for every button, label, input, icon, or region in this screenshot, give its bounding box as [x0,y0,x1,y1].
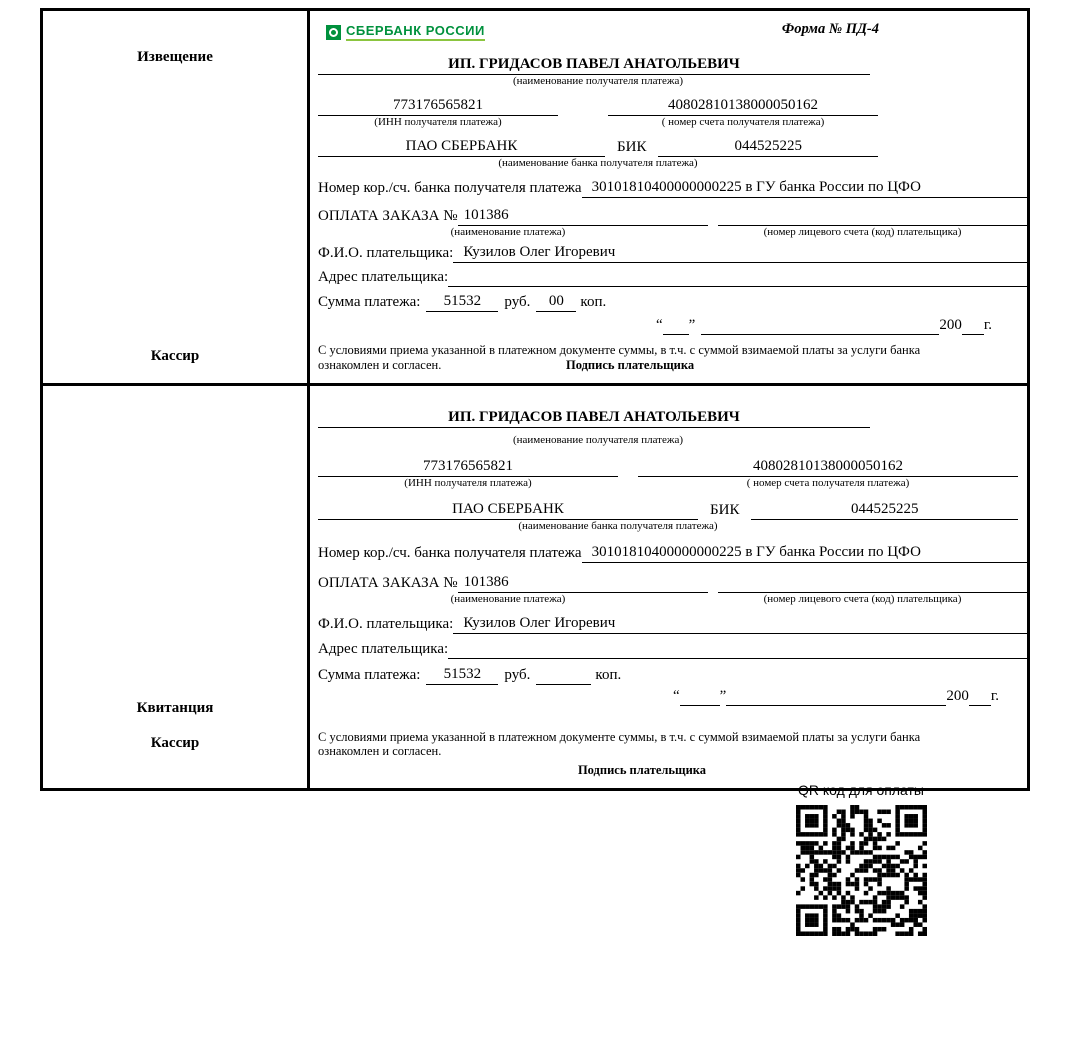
payer-address-line [448,268,1027,287]
form-title: Форма № ПД-4 [781,21,879,37]
bank-caption: (наименование банка получателя платежа) [498,157,698,169]
account-caption: ( номер счета получателя платежа) [746,476,910,489]
purpose-caption: (наименование платежа) [450,226,566,238]
payer-address-row [318,268,1027,287]
payee-name: ИП. ГРИДАСОВ ПАВЕЛ АНАТОЛЬЕВИЧ [318,408,870,428]
payer-address-line [448,640,1027,659]
sberbank-logo-icon [326,25,341,40]
sum-kopecks-value: 00 [536,292,576,312]
purpose-captions-row [318,226,1027,239]
payment-sum-row [318,292,1027,312]
personal-account-caption: (номер лицевого счета (код) плательщика) [763,226,962,238]
sum-label: Сумма платежа: [318,666,421,683]
notice-section [43,11,1027,383]
quote-open: “ [656,317,663,333]
signature-label: Подпись плательщика [577,763,707,777]
payer-fio-row [318,614,1027,634]
payment-purpose-row [318,573,1027,593]
notice-stub-column [43,11,310,383]
payment-purpose-label: ОПЛАТА ЗАКАЗА № [318,208,458,224]
order-number-value: 101386 [458,573,708,593]
sberbank-logo-underline [346,39,485,41]
date-row [673,687,1027,706]
sberbank-logo-textwrap [346,23,485,41]
payee-caption: (наименование получателя платежа) [512,433,684,446]
bank-row [318,500,1018,520]
payment-purpose-row [318,206,1027,226]
sum-rubles-value: 51532 [426,292,498,312]
inn-value: 773176565821 [318,457,618,477]
pd4-form [40,8,1030,791]
account-caption: ( номер счета получателя платежа) [661,116,825,128]
inn-account-captions [318,116,878,129]
corr-account-label: Номер кор./сч. банка получателя платежа [318,544,582,561]
order-number-value: 101386 [458,206,708,226]
sum-kopecks-value [536,666,591,685]
receipt-stub-column [43,386,310,789]
sberbank-logo-text: СБЕРБАНК РОССИИ [346,23,485,38]
sum-rubles-value: 51532 [426,665,498,685]
sum-label: Сумма платежа: [318,294,421,310]
payer-fio-value: Кузилов Олег Игоревич [453,614,1027,634]
bik-label: БИК [710,501,740,518]
agreement-block [318,730,966,779]
account-value: 40802810138000050162 [608,96,878,116]
year-suffix: г. [990,687,1000,704]
receipt-content [310,386,1027,789]
agreement-block [318,343,966,373]
year-suffix: г. [983,317,993,333]
payer-fio-label: Ф.И.О. плательщика: [318,245,454,261]
personal-account-caption: (номер лицевого счета (код) плательщика) [763,592,962,605]
signature-label: Подпись плательщика [566,357,695,372]
payment-sum-row [318,665,1027,685]
payee-name: ИП. ГРИДАСОВ ПАВЕЛ АНАТОЛЬЕВИЧ [318,55,870,75]
bik-label: БИК [617,139,647,155]
inn-account-row [318,96,878,116]
year-line [969,687,991,706]
inn-account-row [318,457,1018,477]
inn-caption: (ИНН получателя платежа) [404,476,532,489]
purpose-captions-row [318,593,1027,606]
quote-close: ” [719,687,727,704]
personal-account-line [718,574,1027,593]
bank-row [318,137,878,157]
payer-fio-row [318,243,1027,263]
date-month-line [701,316,939,335]
corr-account-value: 30101810400000000225 в ГУ банка России по ЦФО [582,178,1027,198]
corr-account-row [318,178,1027,198]
year-prefix: 200 [946,687,969,704]
agreement-text: С условиями приема указанной в платежном документе суммы, в т.ч. с суммой взимаемой платы за услуги банка ознакомлен и согласен. [318,729,921,759]
cashier-label: Кассир [150,347,200,364]
payer-address-row [318,640,1027,659]
inn-account-captions [318,477,1018,490]
payer-address-label: Адрес плательщика: [318,640,449,657]
receipt-label: Квитанция [136,700,214,716]
corr-account-label: Номер кор./сч. банка получателя платежа [318,180,582,196]
corr-account-row [318,543,1027,563]
date-day-line [663,316,689,335]
notice-label: Извещение [137,49,213,65]
qr-label: QR код для оплаты [797,782,924,798]
header-row [318,21,1027,51]
sberbank-logo [326,23,485,41]
qr-code [796,805,927,936]
rub-label: руб. [504,294,531,310]
agreement-text: С условиями приема указанной в платежном документе суммы, в т.ч. с суммой взимаемой платы за услуги банка ознакомлен и согласен. [318,343,921,372]
year-line [962,316,984,335]
bank-name-value: ПАО СБЕРБАНК [318,500,698,520]
payer-address-label: Адрес плательщика: [318,269,449,285]
payer-fio-value: Кузилов Олег Игоревич [453,243,1027,263]
date-month-line [726,687,946,706]
qr-block [786,782,936,936]
bank-name-value: ПАО СБЕРБАНК [318,137,605,157]
quote-open: “ [673,687,680,704]
bik-value: 044525225 [751,500,1018,520]
date-row [656,316,1027,335]
kop-label: коп. [595,666,622,683]
date-day-line [680,687,720,706]
quote-close: ” [688,317,696,333]
account-value: 40802810138000050162 [638,457,1018,477]
inn-value: 773176565821 [318,96,558,116]
payee-caption: (наименование получателя платежа) [512,75,684,87]
payment-purpose-label: ОПЛАТА ЗАКАЗА № [318,574,458,591]
bank-caption: (наименование банка получателя платежа) [518,519,718,532]
notice-content [310,11,1027,383]
corr-account-value: 30101810400000000225 в ГУ банка России по ЦФО [582,543,1027,563]
kop-label: коп. [580,294,607,310]
inn-caption: (ИНН получателя платежа) [374,116,502,128]
cashier-label: Кассир [150,735,200,751]
purpose-caption: (наименование платежа) [450,592,566,605]
personal-account-line [718,207,1027,226]
rub-label: руб. [504,666,531,683]
year-prefix: 200 [939,317,962,333]
bik-value: 044525225 [658,137,878,157]
payer-fio-label: Ф.И.О. плательщика: [318,615,454,632]
receipt-section [43,383,1027,789]
